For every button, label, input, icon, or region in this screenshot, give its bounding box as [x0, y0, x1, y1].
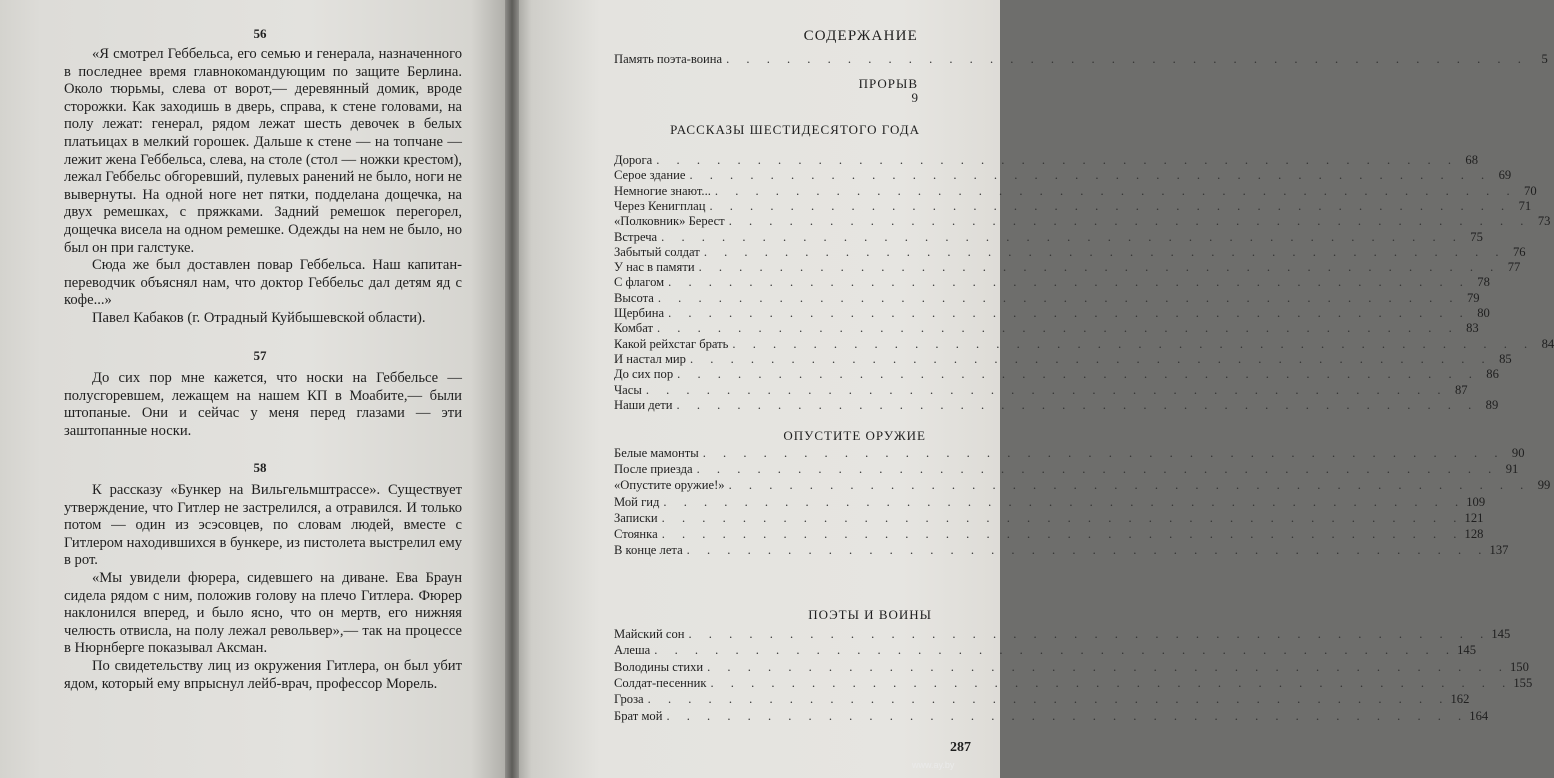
toc-entry-page: 90: [1511, 446, 1525, 460]
section-number-57: 57: [253, 348, 267, 363]
toc-entry[interactable]: [614, 643, 1476, 658]
toc-entry[interactable]: [614, 494, 1486, 510]
toc-entry-title: Щербина: [614, 306, 665, 320]
toc-entry[interactable]: [614, 367, 1499, 382]
toc-entry[interactable]: [614, 397, 1499, 413]
paragraph: По свидетельству лиц из окружения Гитлера, он был убит ядом, который ему впрыснул лейб-врач, профессор Морель.: [64, 657, 462, 692]
toc-entry-title: «Полковник» Берест: [614, 214, 725, 229]
dot-leader: . . . . . . . . . . . . . . . . . . . . . . . . . . . . . . . . . . . . . . . .: [666, 708, 1469, 723]
toc-entry-title: Брат мой: [614, 708, 663, 723]
toc-entry-page: 137: [1489, 543, 1509, 558]
toc-entry-page: 145: [1491, 627, 1511, 641]
watermark: www.ay.by: [912, 760, 955, 770]
section-56-body: [64, 46, 462, 328]
toc-entry-page: 86: [1486, 367, 1499, 382]
toc-entry-title: Какой рейхстаг брать: [614, 336, 729, 351]
toc-entry-title: В конце лета: [614, 543, 683, 558]
toc-entry-title: Комбат: [614, 321, 653, 336]
toc-entry-page: 73: [1537, 214, 1551, 229]
toc-entry[interactable]: [614, 708, 1489, 724]
toc-entry-title: Забытый солдат: [614, 244, 700, 259]
toc-entry[interactable]: [614, 153, 1478, 168]
toc-entry-page: 5: [1541, 52, 1548, 66]
toc-entry[interactable]: [614, 183, 1537, 199]
toc-entry-page: 85: [1499, 351, 1512, 366]
dot-leader: . . . . . . . . . . . . . . . . . . . . . . . . . . . . . . . . . . . . . . . .: [657, 290, 1460, 305]
toc-entry-title: Наши дети: [614, 397, 673, 412]
dot-leader: . . . . . . . . . . . . . . . . . . . . . . . . . . . . . . . . . . . . . . . .: [732, 336, 1535, 351]
toc-entry[interactable]: [614, 351, 1512, 367]
paragraph: До сих пор мне кажется, что носки на Геббельсе — полусгоревшем, лежащем на нашем КП в Моабите,— были штопаные. Они и сейчас у меня перед глазами — эти заштопанные носки.: [64, 370, 462, 439]
paragraph: К рассказу «Бункер на Вильгельмштрассе». Существует утверждение, что Гитлер не застрелился, а отравился. И только потом — один из эсэсовцев, по словам людей, вместе с Гитлером находившихся в бункере, из пистолета выстрелил ему в рот.: [64, 482, 462, 569]
toc-entry[interactable]: [614, 290, 1480, 306]
paragraph: «Я смотрел Геббельса, его семью и генерала, назначенного в последнее время главнокомандующим по защите Берлина. Около тюрьмы, слева от ворот,— деревянный домик, вроде сторожки. Как заходишь в дверь, справа, к стене головами, на полу лежат: генерал, рядом лежат шесть девочек в белых платьицах в мелкий горошек. Дальше к стене — на топчане — лежит жена Геббельса, слева, на столе (стол — ножки крестом), лежал Геббельс обгоревший, пулевых ранений не было, ноги не вывернуты. На одной ноге нет пятки, подделана дощечка, на двух ремешках, с пряжками. Задний ремешок перегорел, дощечка висела на одном ремешке. Одежды на нем не было, но был он при галстуке.: [64, 46, 462, 256]
toc-entry-title: Алеша: [614, 643, 651, 658]
toc-entry[interactable]: [614, 306, 1490, 321]
toc-entry-page: 71: [1518, 198, 1532, 213]
toc-entry[interactable]: [614, 214, 1551, 229]
toc-entry[interactable]: [614, 229, 1483, 245]
part-page: 9: [911, 90, 918, 105]
toc-entry-page: 83: [1466, 321, 1479, 336]
toc-entry[interactable]: [614, 382, 1468, 398]
toc-entry-page: 164: [1469, 708, 1489, 723]
paragraph: Сюда же был доставлен повар Геббельса. Наш капитан-переводчик объяснял нам, что доктор Геббельс дал детям яд с кофе...»: [64, 257, 462, 309]
toc-entry-page: 91: [1505, 462, 1519, 477]
toc-entry-title: Высота: [614, 290, 654, 305]
page-number: 287: [950, 740, 971, 755]
dot-leader: . . . . . . . . . . . . . . . . . . . . . . . . . . . . . . . . . . . . . . . .: [728, 478, 1531, 493]
toc-entry-page: 87: [1454, 382, 1468, 397]
toc-entry-title: У нас в памяти: [614, 260, 695, 275]
toc-entry-page: 76: [1512, 244, 1526, 259]
toc-entry-page: 68: [1465, 153, 1478, 167]
toc-entry-page: 162: [1450, 692, 1470, 707]
toc-entry-title: Дорога: [614, 153, 653, 167]
toc-entry-page: 89: [1485, 397, 1499, 412]
dot-leader: . . . . . . . . . . . . . . . . . . . . . . . . . . . . . . . . . . . . . . . .: [726, 52, 1528, 66]
toc-entry-title: Память поэта-воина: [614, 52, 723, 66]
dot-leader: . . . . . . . . . . . . . . . . . . . . . . . . . . . . . . . . . . . . . . . .: [656, 321, 1459, 336]
section-number-56: 56: [253, 26, 267, 41]
toc-entry[interactable]: [614, 692, 1470, 707]
toc-entry-page: 78: [1477, 275, 1490, 290]
toc-entry[interactable]: [614, 446, 1525, 461]
dot-leader: . . . . . . . . . . . . . . . . . . . . . . . . . . . . . . . . . . . . . . . .: [676, 397, 1479, 412]
toc-entry-page: 99: [1537, 478, 1551, 493]
dot-leader: . . . . . . . . . . . . . . . . . . . . . . . . . . . . . . . . . . . . . . . .: [688, 627, 1491, 641]
dot-leader: . . . . . . . . . . . . . . . . . . . . . . . . . . . . . . . . . . . . . . . .: [728, 214, 1531, 229]
toc-entry[interactable]: [614, 198, 1532, 214]
toc-entry-page: 80: [1477, 306, 1490, 320]
toc-entry[interactable]: [614, 627, 1511, 642]
toc-entry-page: 69: [1498, 168, 1512, 183]
dot-leader: . . . . . . . . . . . . . . . . . . . . . . . . . . . . . . . . . . . . . . . .: [689, 168, 1492, 183]
dot-leader: . . . . . . . . . . . . . . . . . . . . . . . . . . . . . . . . . . . . . . . .: [668, 275, 1470, 290]
toc-entry[interactable]: [614, 543, 1509, 558]
toc-entry-title: Белые мамонты: [614, 446, 699, 460]
dot-leader: . . . . . . . . . . . . . . . . . . . . . . . . . . . . . . . . . . . . . . . .: [647, 692, 1450, 707]
toc-entry-intro[interactable]: [614, 52, 1548, 67]
toc-entry[interactable]: [614, 260, 1521, 275]
dot-leader: . . . . . . . . . . . . . . . . . . . . . . . . . . . . . . . . . . . . . . . .: [686, 543, 1489, 558]
toc-entry-title: Майский сон: [614, 627, 685, 641]
dot-leader: . . . . . . . . . . . . . . . . . . . . . . . . . . . . . . . . . . . . . . . .: [661, 527, 1464, 541]
toc-entry[interactable]: [614, 336, 1554, 352]
toc-entry-title: Володины стихи: [614, 659, 704, 674]
toc-entry-title: Гроза: [614, 692, 644, 707]
toc-entry-title: Серое здание: [614, 168, 686, 183]
dot-leader: . . . . . . . . . . . . . . . . . . . . . . . . . . . . . . . . . . . . . . . .: [709, 198, 1512, 213]
toc-entry-page: 128: [1464, 527, 1484, 541]
toc-entry-title: После приезда: [614, 462, 693, 477]
dot-leader: . . . . . . . . . . . . . . . . . . . . . . . . . . . . . . . . . . . . . . . .: [677, 367, 1479, 382]
toc-entry[interactable]: [614, 478, 1551, 493]
toc-entry[interactable]: [614, 462, 1519, 477]
dot-leader: . . . . . . . . . . . . . . . . . . . . . . . . . . . . . . . . . . . . . . . .: [656, 153, 1458, 167]
toc-entry-page: 150: [1509, 659, 1529, 674]
toc-entry-title: До сих пор: [614, 367, 674, 382]
part-heading: ПРОРЫВ: [858, 76, 918, 91]
toc-entry-title: Немногие знают...: [614, 183, 711, 198]
dot-leader: . . . . . . . . . . . . . . . . . . . . . . . . . . . . . . . . . . . . . . . .: [707, 659, 1509, 674]
section-heading: ОПУСТИТЕ ОРУЖИЕ: [783, 428, 926, 443]
toc-entry-title: И настал мир: [614, 351, 686, 366]
toc-entry-page: 77: [1507, 260, 1521, 275]
dot-leader: . . . . . . . . . . . . . . . . . . . . . . . . . . . . . . . . . . . . . . . .: [703, 244, 1506, 259]
dot-leader: . . . . . . . . . . . . . . . . . . . . . . . . . . . . . . . . . . . . . . . .: [654, 643, 1456, 658]
paragraph: «Мы увидели фюрера, сидевшего на диване. Ева Браун сидела рядом с ним, положив голову на плечо Гитлера. Фюрер наклонился вперед, и было ясно, что он мертв, его нижняя челюсть отвисла, на полу лежал револьвер»,— так на процессе в Нюрнберге показывал Аксман.: [64, 569, 462, 657]
toc-entry-title: Записки: [614, 510, 658, 525]
dot-leader: . . . . . . . . . . . . . . . . . . . . . . . . . . . . . . . . . . . . . . . .: [714, 183, 1517, 198]
dot-leader: . . . . . . . . . . . . . . . . . . . . . . . . . . . . . . . . . . . . . . . .: [696, 462, 1499, 477]
toc-entry-page: 70: [1524, 183, 1537, 198]
toc-entry-title: С флагом: [614, 275, 665, 290]
toc-entry[interactable]: [614, 659, 1529, 675]
dot-leader: . . . . . . . . . . . . . . . . . . . . . . . . . . . . . . . . . . . . . . . .: [668, 306, 1470, 320]
toc-entry-title: Через Кенигплац: [614, 198, 706, 213]
toc-entry[interactable]: [614, 321, 1479, 336]
toc-entry[interactable]: [614, 244, 1526, 260]
section-number-58: 58: [253, 460, 267, 475]
toc-title: СОДЕРЖАНИЕ: [803, 28, 918, 44]
toc-entry-page: 145: [1457, 643, 1476, 658]
toc-entry-title: Солдат-песенник: [614, 675, 707, 690]
dot-leader: . . . . . . . . . . . . . . . . . . . . . . . . . . . . . . . . . . . . . . . .: [710, 675, 1513, 690]
dot-leader: . . . . . . . . . . . . . . . . . . . . . . . . . . . . . . . . . . . . . . . .: [689, 351, 1492, 366]
toc-entry[interactable]: [614, 675, 1533, 691]
section-58-body: [64, 482, 462, 693]
toc-entry-title: Встреча: [614, 229, 658, 244]
toc-entry[interactable]: [614, 275, 1490, 290]
toc-entry-page: 121: [1464, 510, 1484, 525]
toc-entry-title: Мой гид: [614, 494, 660, 509]
toc-entry-title: Стоянка: [614, 527, 658, 541]
toc-entry-page: 75: [1470, 229, 1483, 244]
toc-entry[interactable]: [614, 527, 1484, 542]
toc-entry[interactable]: [614, 510, 1484, 526]
toc-entry[interactable]: [614, 168, 1512, 183]
section-57-body: [64, 370, 462, 440]
section-heading: РАССКАЗЫ ШЕСТИДЕСЯТОГО ГОДА: [670, 122, 920, 137]
toc-entry-page: 109: [1466, 494, 1486, 509]
dot-leader: . . . . . . . . . . . . . . . . . . . . . . . . . . . . . . . . . . . . . . . .: [702, 446, 1505, 460]
toc-entry-page: 84: [1541, 336, 1554, 351]
book-gutter: [505, 0, 519, 778]
dot-leader: . . . . . . . . . . . . . . . . . . . . . . . . . . . . . . . . . . . . . . . .: [663, 494, 1466, 509]
toc-entry-page: 79: [1466, 290, 1480, 305]
toc-entry-title: «Опустите оружие!»: [614, 478, 725, 493]
signature: Павел Кабаков (г. Отрадный Куйбышевской области).: [92, 309, 426, 326]
dot-leader: . . . . . . . . . . . . . . . . . . . . . . . . . . . . . . . . . . . . . . . .: [661, 510, 1464, 525]
toc-entry-title: Часы: [614, 382, 642, 397]
section-heading: ПОЭТЫ И ВОИНЫ: [808, 607, 932, 622]
toc-entry-page: 155: [1513, 675, 1533, 690]
dot-leader: . . . . . . . . . . . . . . . . . . . . . . . . . . . . . . . . . . . . . . . .: [645, 382, 1448, 397]
dot-leader: . . . . . . . . . . . . . . . . . . . . . . . . . . . . . . . . . . . . . . . .: [698, 260, 1501, 275]
dot-leader: . . . . . . . . . . . . . . . . . . . . . . . . . . . . . . . . . . . . . . . .: [661, 229, 1463, 244]
